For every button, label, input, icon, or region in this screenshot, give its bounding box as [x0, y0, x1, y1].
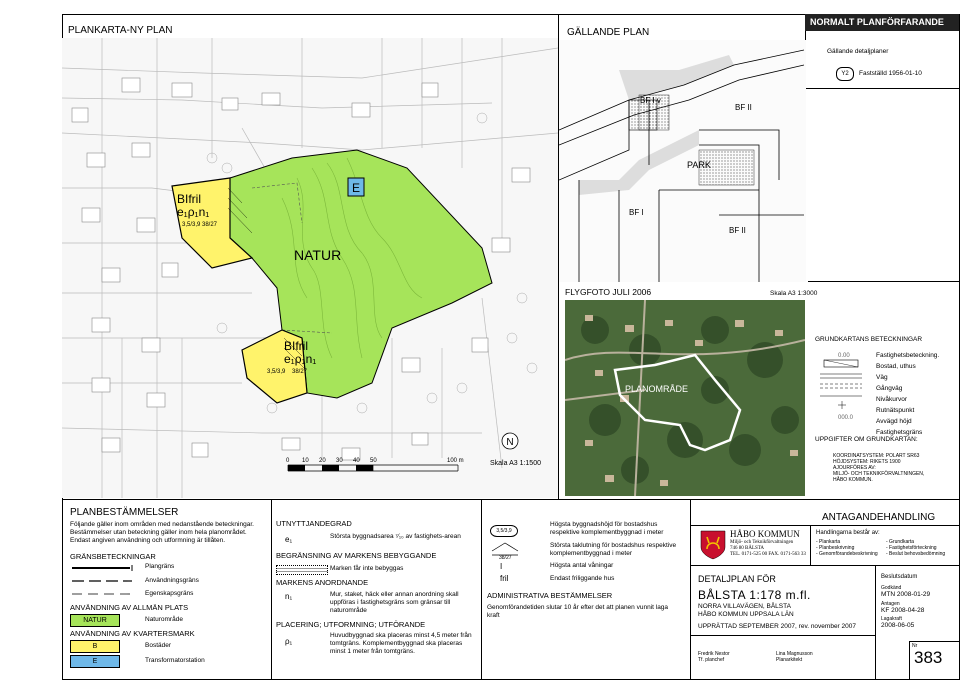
b-box: B — [70, 640, 120, 653]
grans-item: Plangräns — [145, 563, 175, 570]
kvart-title: ANVÄNDNING AV KVARTERSMARK — [70, 629, 195, 638]
plac-title: PLACERING; UTFORMNING; UTFÖRANDE — [276, 620, 426, 629]
hojd-symbol-1: 3,5/3,9 — [490, 525, 518, 537]
h1-label-2: 3,5/3,9 — [267, 369, 286, 375]
planbest-title: PLANBESTÄMMELSER — [70, 507, 179, 518]
adm-text: Genomförandetiden slutar 10 år efter det att planen vunnit laga kraft — [487, 604, 669, 619]
bfril-label-2: BIfril — [284, 339, 308, 353]
grans-item: Användningsgräns — [145, 577, 199, 584]
upp-lines — [833, 453, 924, 483]
scale-tick-3: 30 — [336, 458, 343, 464]
handl-item: - Fastighetsförteckning — [886, 545, 937, 551]
h2-label-2: 38/27 — [292, 369, 308, 375]
ep-label-2: e₁ρ₁n₁ — [284, 352, 317, 366]
bfril-label-1: BIfril — [177, 192, 201, 206]
hojd-symbol-4: fril — [500, 574, 509, 583]
natur-text: Naturområde — [145, 616, 183, 623]
sign-2-role: Planarkitekt — [776, 657, 803, 663]
mark-title: MARKENS ANORDNANDE — [276, 578, 369, 587]
handl-item: - Planbeskrivning — [816, 545, 855, 551]
antagen: Antagen — [881, 601, 900, 607]
grund-item: Fastighetsgräns — [876, 429, 923, 436]
intro-line: Endast angiven användning och utformning är tillåten. — [70, 537, 226, 544]
plan-code: Y2 — [836, 67, 854, 81]
natur-box: NATUR — [70, 614, 120, 627]
addr-2: HÅBO KOMMUN UPPSALA LÄN — [698, 611, 794, 618]
beslut-title: Beslutsdatum — [881, 574, 918, 580]
beg-text: Marken får inte bebyggas — [330, 565, 404, 572]
antagen-val: KF 2008-04-28 — [881, 607, 925, 614]
h2-label-1: 38/27 — [202, 222, 218, 228]
adm-title: ADMINISTRATIVA BESTÄMMELSER — [487, 591, 613, 600]
kommun-sub-line: Miljö- och Teknikförvaltningen — [730, 540, 794, 545]
scale-tick-6: 100 m — [447, 458, 464, 464]
plan-map — [62, 38, 558, 498]
mid-title: GÄLLANDE PLAN — [567, 27, 650, 38]
handl-title: Handlingarna består av: — [816, 530, 880, 536]
scale-bar — [283, 453, 553, 478]
grund-item: Väg — [876, 374, 888, 381]
park-label: PARK — [687, 160, 711, 170]
handl-item: - Beslut behovsbedömning — [886, 551, 946, 557]
e-text: Transformatorstation — [145, 657, 205, 664]
old-plan-map — [559, 40, 806, 282]
scale-tick-5: 50 — [370, 458, 377, 464]
upp-line: AJOURFÖRES AV: — [833, 465, 876, 471]
hojd-text-3: Högsta antal våningar — [550, 562, 614, 569]
kommun-name: HÅBO KOMMUN — [730, 529, 800, 539]
hojd-text-2: Största taklutning för bostadshus respektive komplementbyggnad i meter — [550, 542, 677, 557]
handl-item: - Plankarta — [816, 539, 841, 545]
lagakraft: Lagakraft — [881, 616, 902, 622]
grund-symbols — [812, 348, 872, 426]
kommun-sub — [730, 540, 806, 558]
sym-val-2: 000.0 — [838, 415, 854, 421]
scale-tick-1: 10 — [302, 458, 309, 464]
upp-line: HÖJDSYSTEM: RIKETS 1900 — [833, 459, 901, 465]
grund-item: Gångväg — [876, 385, 903, 392]
kommun-sub-line: TEL. 0171-525 00 FAX. 0171-563 33 — [730, 552, 806, 557]
intro-line: Bestämmelser utan beteckning gäller inom hela planområdet. — [70, 529, 247, 536]
grans-title: GRÄNSBETECKNINGAR — [70, 552, 156, 561]
allman-title: ANVÄNDNING AV ALLMÄN PLATS — [70, 603, 189, 612]
grund-item: Avvägd höjd — [876, 418, 912, 425]
sign-1-role: Tf. planchef — [698, 657, 725, 663]
grund-item: Fastighetsbeteckning. — [876, 352, 940, 359]
grund-list — [876, 350, 939, 438]
scale-tick-0: 0 — [286, 458, 290, 464]
p1-text: Huvudbyggnad ska placeras minst 4,5 meter från tomtgräns. Komplementbyggnad ska placeras minst 1 meter från tomtgräns. — [330, 632, 472, 655]
roof-symbol — [490, 541, 520, 559]
plan-name: BÅLSTA 1:178 m.fl. — [698, 588, 811, 602]
gallande-label: Gällande detaljplaner — [827, 48, 889, 55]
scale-tick-2: 20 — [319, 458, 326, 464]
grund-title: GRUNDKARTANS BETECKNINGAR — [815, 336, 923, 343]
natur-label: NATUR — [294, 247, 342, 263]
beg-symbol — [276, 565, 328, 575]
b-text: Bostäder — [145, 642, 172, 649]
upprattad: UPPRÄTTAD SEPTEMBER 2007, rev. november 2007 — [698, 623, 856, 630]
aerial-photo — [565, 300, 805, 496]
old-label-3: BF II — [729, 226, 746, 235]
hojd-text-4: Endast friliggande hus — [550, 575, 615, 582]
kommun-logo — [698, 529, 728, 561]
hojd-text-1: Högsta byggnadshöjd för bostadshus respektive komplementbyggnad i meter — [550, 521, 664, 536]
ep-label-1: e₁ρ₁n₁ — [177, 205, 210, 219]
plan-number: 383 — [914, 648, 943, 667]
flyg-title: FLYGFOTO JULI 2006 — [565, 287, 652, 297]
grund-item: Bostad, uthus — [876, 363, 916, 370]
upp-title: UPPGIFTER OM GRUNDKARTAN: — [815, 436, 918, 443]
antag-title: ANTAGANDEHANDLING — [822, 512, 936, 523]
beg-title: BEGRÄNSNING AV MARKENS BEBYGGANDE — [276, 551, 437, 560]
upp-line: MILJÖ- OCH TEKNIKFÖRVALTNINGEN, — [833, 471, 925, 477]
lagakraft-val: 2008-06-05 — [881, 622, 915, 629]
faststalld: Fastställd 1956-01-10 — [859, 70, 922, 77]
grans-symbols — [70, 563, 140, 597]
kommun-sub-line: 746 80 BÅLSTA — [730, 546, 765, 551]
hojd-symbol-2: 38/27 — [499, 555, 512, 559]
grund-item: Nivåkurvor — [876, 396, 908, 403]
grans-item: Egenskapsgräns — [145, 590, 194, 597]
h1-label-1: 3,5/3,9 — [182, 222, 201, 228]
left-title: PLANKARTA-NY PLAN — [68, 25, 173, 36]
e1-text: Största byggnadsarea ⁷⁄₁₀ av fastighets-arean — [330, 533, 461, 540]
grund-item: Rutnätspunkt — [876, 407, 915, 414]
godkand: Godkänd — [881, 585, 902, 591]
scale-label: Skala A3 1:1500 — [490, 460, 541, 467]
planbest-intro — [70, 521, 254, 545]
transformer-label: E — [351, 181, 361, 195]
upp-line: KOORDINATSYSTEM: POLART SR63 — [833, 453, 920, 459]
planomrade-label: PLANOMRÅDE — [625, 384, 689, 394]
sign-1: Fredrik Nestor — [698, 651, 730, 657]
right-title: NORMALT PLANFÖRFARANDE — [810, 17, 944, 27]
n1-text: Mur, staket, häck eller annan anordning skall uppföras i fastighetsgräns som gränsar till naturområde — [330, 591, 459, 614]
old-label-0: BF I v — [640, 96, 661, 105]
upp-line: HÅBO KOMMUN. — [833, 477, 873, 483]
sign-2: Lina Magnusson — [776, 651, 813, 657]
handl-right — [886, 539, 945, 557]
handl-item: - Genomförandebeskrivning — [816, 551, 878, 557]
sym-val-1: 0.00 — [838, 353, 850, 359]
e1-symbol: e₁ — [285, 535, 293, 544]
north-arrow-icon: N — [506, 437, 514, 448]
godkand-val: MTN 2008-01-29 — [881, 591, 931, 598]
scale-tick-4: 40 — [353, 458, 360, 464]
utnytt-title: UTNYTTJANDEGRAD — [276, 519, 352, 528]
e-box: E — [70, 655, 120, 668]
handl-item: - Grundkarta — [886, 539, 915, 545]
nr-label: Nr — [912, 643, 918, 649]
old-label-1: BF II — [735, 103, 752, 112]
old-label-2: BF I — [629, 208, 644, 217]
hojd-symbol-3: I — [500, 562, 503, 571]
detaljplan-label: DETALJPLAN FÖR — [698, 574, 776, 584]
intro-line: Följande gäller inom områden med nedanstående beteckningar. — [70, 521, 254, 528]
n1-symbol: n₁ — [285, 592, 293, 601]
flyg-scale: Skala A3 1:3000 — [770, 290, 818, 297]
addr-1: NORRA VILLAVÄGEN, BÅLSTA — [698, 603, 791, 610]
p1-symbol: ρ₁ — [285, 637, 293, 646]
handl-left — [816, 539, 878, 557]
